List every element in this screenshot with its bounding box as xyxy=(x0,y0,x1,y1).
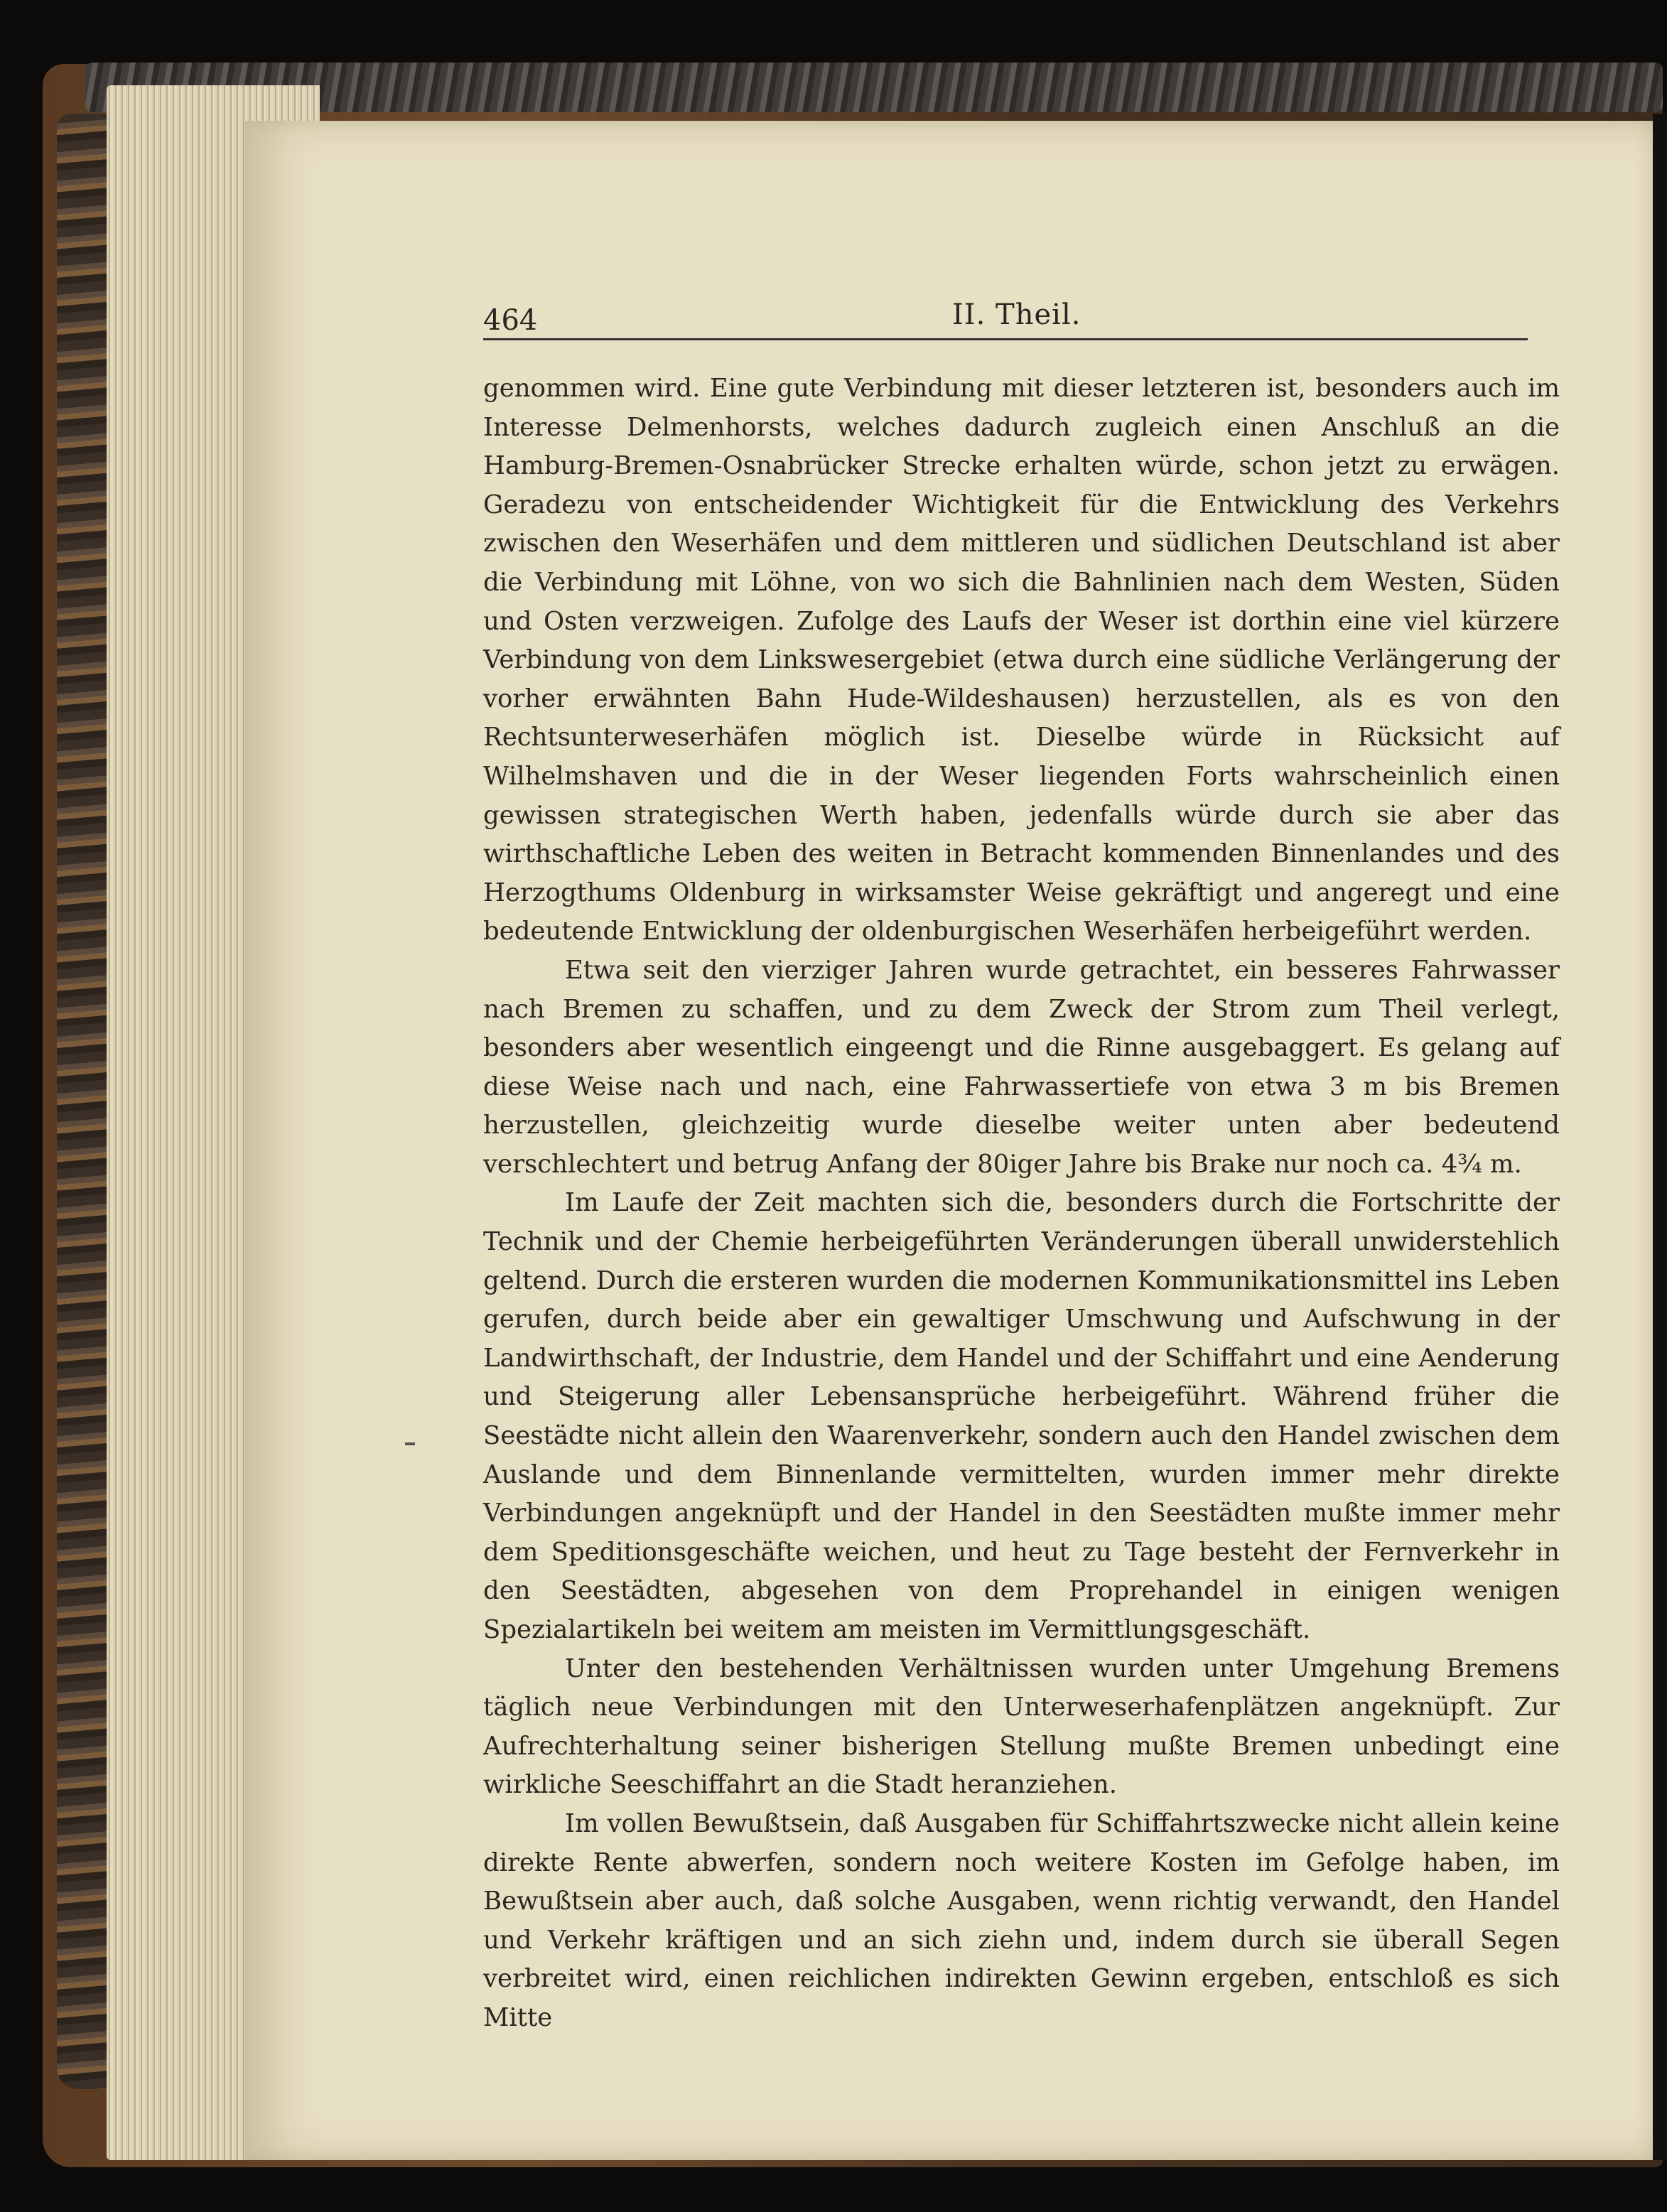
paragraph-3: Im Laufe der Zeit machten sich die, besonders durch die Fortschritte der Technik und der Chemie herbeigeführten Veränderungen überall unwiderstehlich geltend. Durch die ersteren wurden die modernen Kommunikationsmittel ins Leben gerufen, durch beide aber ein gewaltiger Umschwung und Aufschwung in der Landwirthschaft, der Industrie, dem Handel und der Schiffahrt und eine Aenderung und Steigerung aller Lebensansprüche herbeigeführt. Während früher die Seestädte nicht allein den Waarenverkehr, sondern auch den Handel zwischen dem Auslande und dem Binnenlande vermittelten, wurden immer mehr direkte Verbindungen angeknüpft und der Handel in den Seestädten mußte immer mehr dem Speditionsgeschäfte weichen, und heut zu Tage besteht der Fernverkehr in den Seestädten, abgesehen von dem Proprehandel in einigen wenigen Spezialartikeln bei weitem am meisten im Vermittlungsgeschäft. xyxy=(483,1188,1560,1644)
paragraph-1: genommen wird. Eine gute Verbindung mit dieser letzteren ist, besonders auch im Interesse Delmenhorsts, welches dadurch zugleich einen Anschluß an die Hamburg-Bremen-Osnabrücker Strecke erhalten würde, schon jetzt zu erwägen. Geradezu von entscheidender Wichtigkeit für die Entwicklung des Verkehrs zwischen den Weserhäfen und dem mittleren und südlichen Deutschland ist aber die Verbindung mit Löhne, von wo sich die Bahnlinien nach dem Westen, Süden und Osten verzweigen. Zufolge des Laufs der Weser ist dorthin eine viel kürzere Verbindung von dem Linkswesergebiet (etwa durch eine südliche Verlängerung der vorher erwähnten Bahn Hude-Wildeshausen) herzustellen, als es von den Rechtsunterweserhäfen möglich ist. Dieselbe würde in Rücksicht auf Wilhelmshaven und die in der Weser liegenden Forts wahrscheinlich einen gewissen strategischen Werth haben, jedenfalls würde durch sie aber das wirthschaftliche Leben des weiten in Betracht kommenden Binnenlandes und des Herzogthums Oldenburg in wirksamster Weise gekräftigt und angeregt und eine bedeutende Entwicklung der oldenburgischen Weserhäfen herbeigeführt werden. xyxy=(483,374,1560,946)
page-number: 464 xyxy=(483,304,538,337)
book-cover-top-edge xyxy=(85,63,1663,112)
body-text xyxy=(483,369,1560,2038)
paragraph-5: Im vollen Bewußtsein, daß Ausgaben für Schiffahrtszwecke nicht allein keine direkte Rente abwerfen, sondern noch weitere Kosten im Gefolge haben, im Bewußtsein aber auch, daß solche Ausgaben, wenn richtig verwandt, den Handel und Verkehr kräftigen und an sich ziehn und, indem durch sie überall Segen verbreitet wird, einen reichlichen indirekten Gewinn ergeben, entschloß es sich Mitte xyxy=(483,1808,1560,2032)
paragraph-2: Etwa seit den vierziger Jahren wurde getrachtet, ein besseres Fahrwasser nach Bremen zu schaffen, und zu dem Zweck der Strom zum Theil verlegt, besonders aber wesentlich eingeengt und die Rinne ausgebaggert. Es gelang auf diese Weise nach und nach, eine Fahrwassertiefe von etwa 3 m bis Bremen herzustellen, gleichzeitig wurde dieselbe weiter unten aber bedeutend verschlechtert und betrug Anfang der 80iger Jahre bis Brake nur noch ca. 4¾ m. xyxy=(483,955,1560,1179)
paragraph-4: Unter den bestehenden Verhältnissen wurden unter Umgehung Bremens täglich neue Verbindungen mit den Unterweserhafenplätzen angeknüpft. Zur Aufrechterhaltung seiner bisherigen Stellung mußte Bremen unbedingt eine wirkliche Seeschiffahrt an die Stadt heranziehen. xyxy=(483,1653,1560,1800)
running-head: II. Theil. xyxy=(952,298,1081,331)
margin-mark xyxy=(405,1442,415,1445)
marbled-spine xyxy=(57,114,107,2089)
scan-right-edge xyxy=(1653,114,1667,2160)
page-header xyxy=(483,298,1528,340)
